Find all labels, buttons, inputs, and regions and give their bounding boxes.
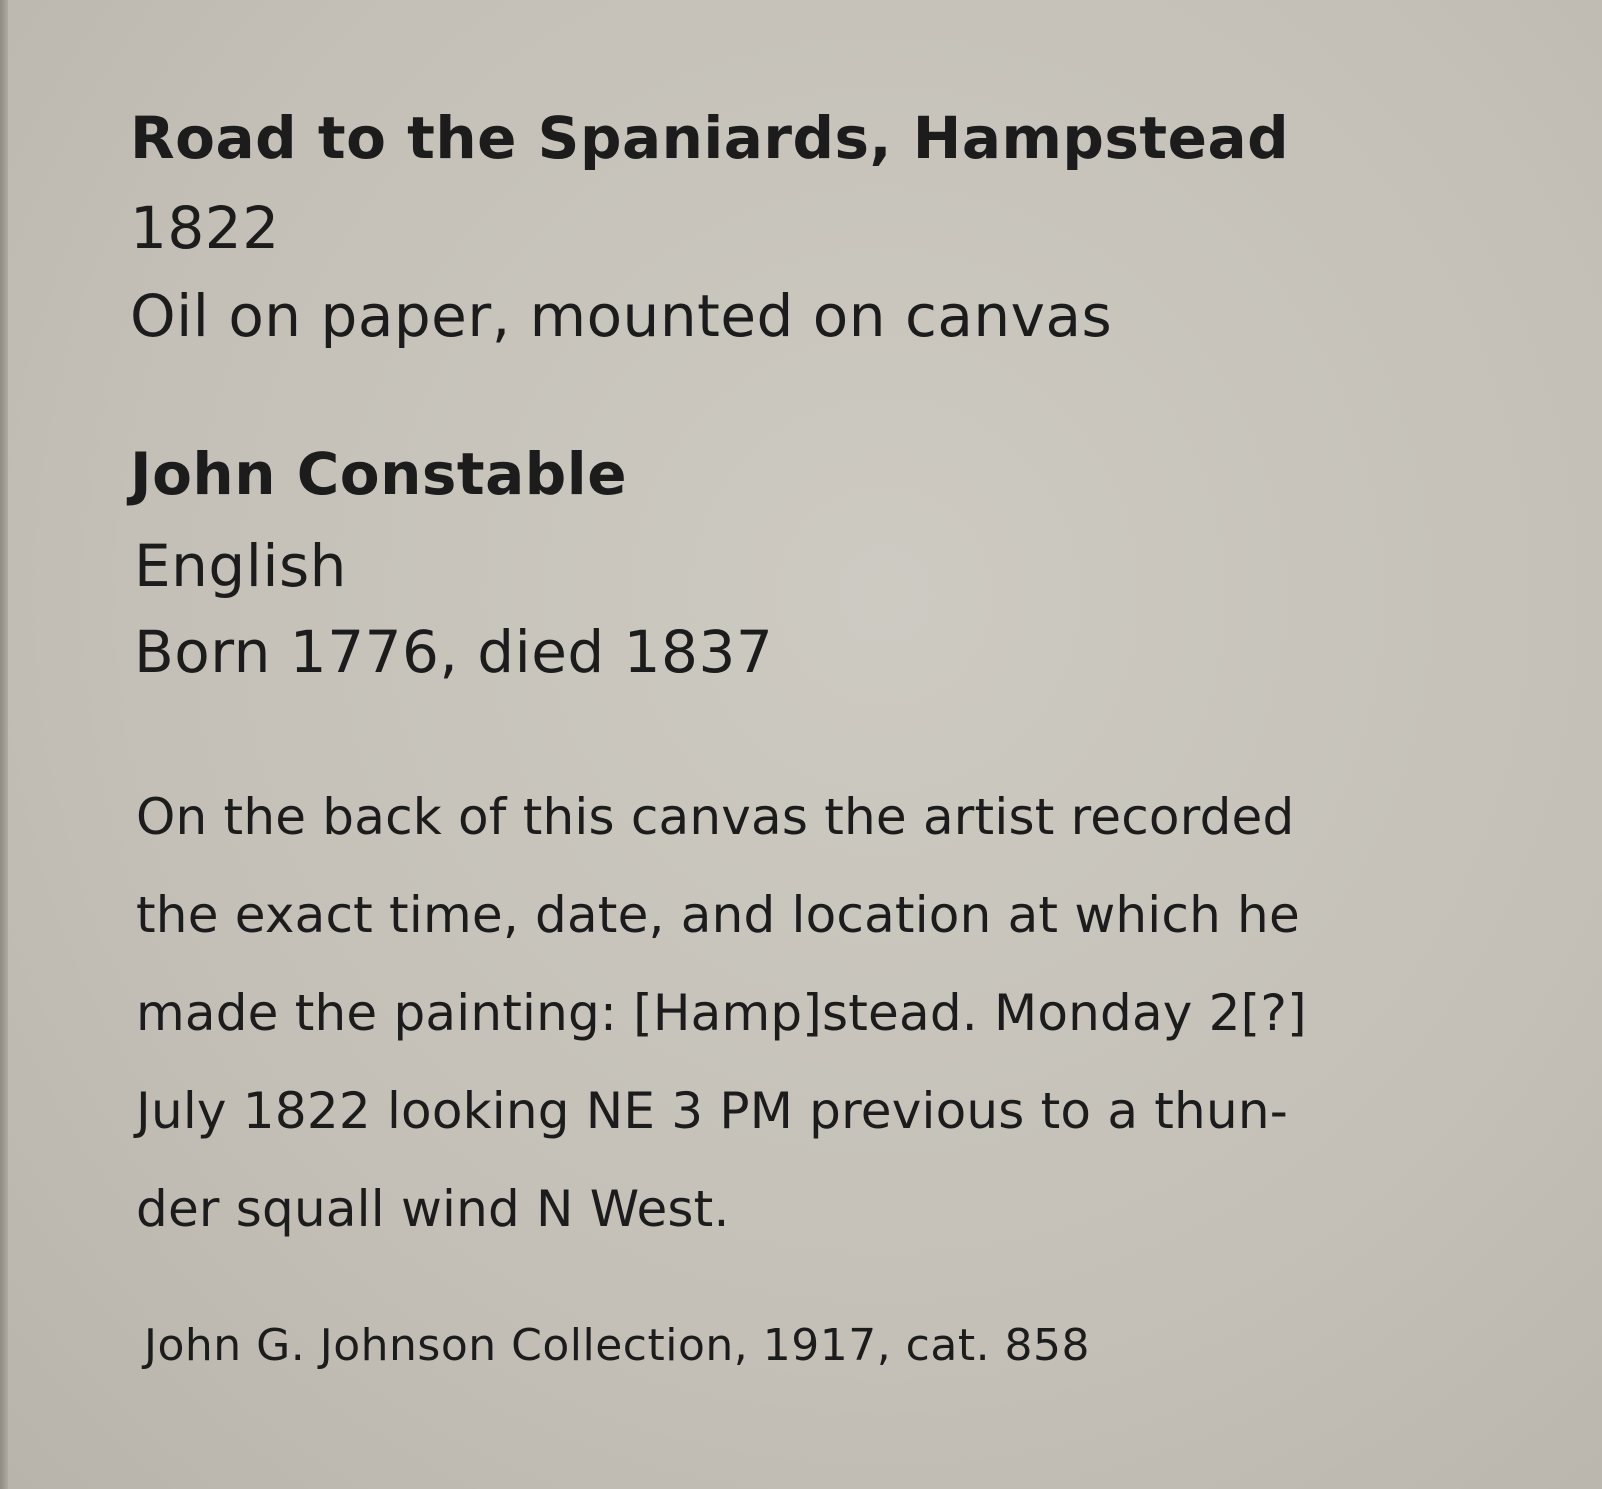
artist-lifespan: Born 1776, died 1837 bbox=[134, 618, 774, 686]
description-line: made the painting: [Hamp]stead. Monday 2[?] bbox=[136, 984, 1307, 1042]
artist-nationality: English bbox=[134, 532, 347, 600]
artist-name: John Constable bbox=[130, 440, 628, 508]
description-line: July 1822 looking NE 3 PM previous to a thun- bbox=[136, 1082, 1288, 1140]
artwork-date: 1822 bbox=[130, 194, 280, 262]
description-line: der squall wind N West. bbox=[136, 1180, 730, 1238]
artwork-medium: Oil on paper, mounted on canvas bbox=[130, 282, 1113, 350]
credit-line: John G. Johnson Collection, 1917, cat. 858 bbox=[144, 1320, 1091, 1371]
museum-placard bbox=[8, 0, 1602, 1489]
description-line: the exact time, date, and location at which he bbox=[136, 886, 1300, 944]
artwork-title: Road to the Spaniards, Hampstead bbox=[130, 104, 1290, 172]
artwork-description bbox=[136, 768, 1307, 1258]
description-line: On the back of this canvas the artist recorded bbox=[136, 788, 1295, 846]
